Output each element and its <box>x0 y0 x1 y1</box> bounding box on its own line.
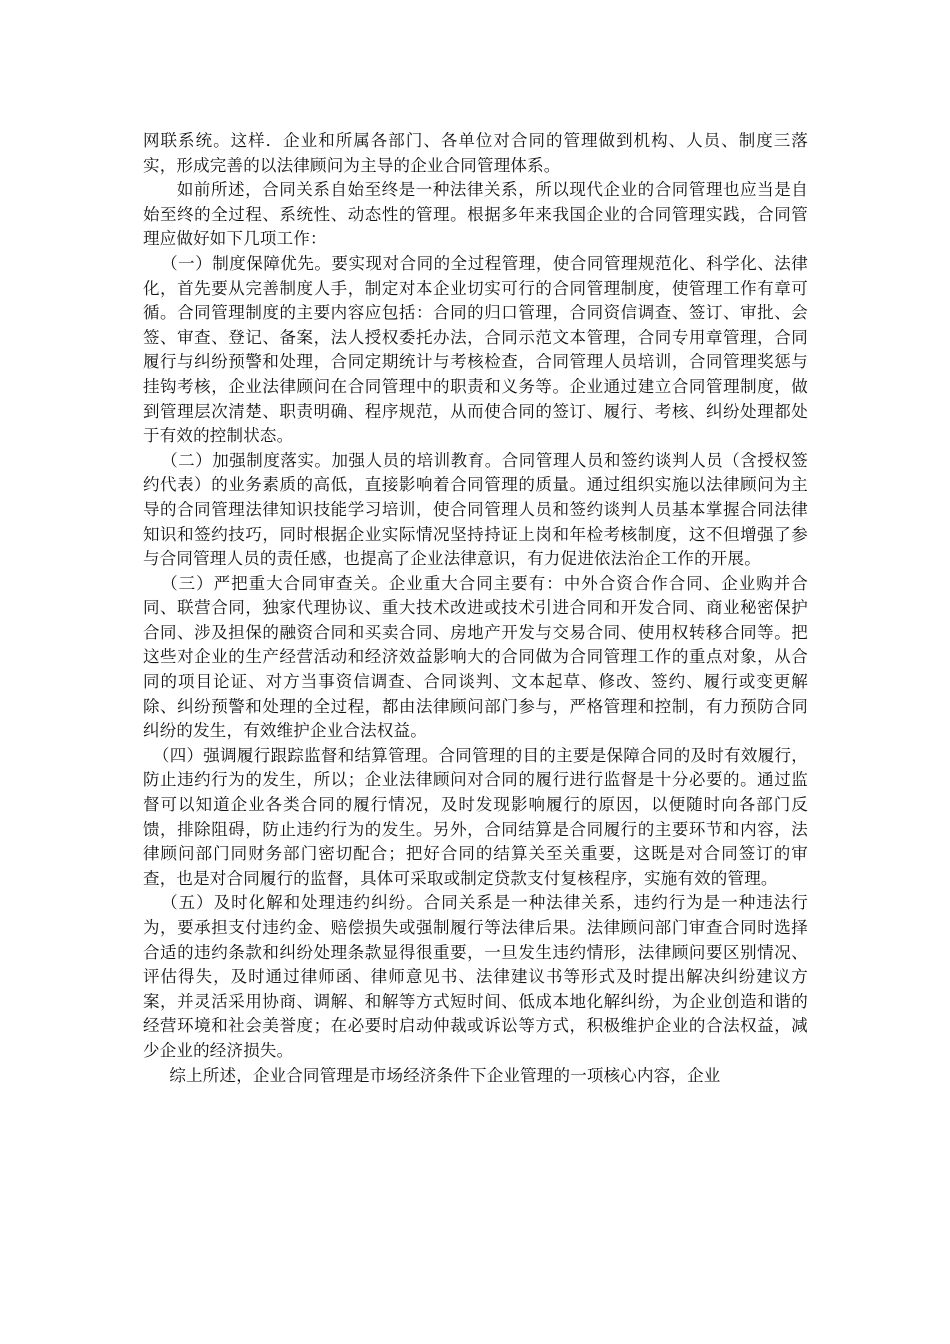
paragraph-item-2: （二）加强制度落实。加强人员的培训教育。合同管理人员和签约谈判人员（含授权签约代表）的业务素质的高低，直接影响着合同管理的质量。通过组织实施以法律顾问为主导的合同管理法律知识技能学习培训，使合同管理人员和签约谈判人员基本掌握合同法律知识和签约技巧，同时根据企业实际情况坚持持证上岗和年检考核制度，这不但增强了参与合同管理人员的责任感，也提高了企业法律意识，有力促进依法治企工作的开展。 <box>143 450 808 569</box>
paragraph-item-1: （一）制度保障优先。要实现对合同的全过程管理，使合同管理规范化、科学化、法律化，首先要从完善制度人手，制定对本企业切实可行的合同管理制度，使管理工作有章可循。合同管理制度的主要内容应包括：合同的归口管理，合同资信调查、签订、审批、会签、审查、登记、备案，法人授权委托办法，合同示范文本管理，合同专用章管理，合同履行与纠纷预警和处理，合同定期统计与考核检查，合同管理人员培训，合同管理奖惩与挂钩考核，企业法律顾问在合同管理中的职责和义务等。企业通过建立合同管理制度，做到管理层次清楚、职责明确、程序规范，从而使合同的签订、履行、考核、纠纷处理都处于有效的控制状态。 <box>143 253 808 446</box>
paragraph-continuation: 网联系统。这样．企业和所属各部门、各单位对合同的管理做到机构、人员、制度三落实，形成完善的以法律顾问为主导的企业合同管理体系。 <box>143 131 808 175</box>
paragraph-item-5: （五）及时化解和处理违约纠纷。合同关系是一种法律关系，违约行为是一种违法行为，要承担支付违约金、赔偿损失或强制履行等法律后果。法律顾问部门审查合同时选择合适的违约条款和纠纷处理条款显得很重要，一旦发生违约情形，法律顾问要区别情况、评估得失，及时通过律师函、律师意见书、法律建议书等形式及时提出解决纠纷建议方案，并灵活采用协商、调解、和解等方式短时间、低成本地化解纠纷，为企业创造和谐的经营环境和社会美誉度；在必要时启动仲裁或诉讼等方式，积极维护企业的合法权益，减少企业的经济损失。 <box>143 893 808 1060</box>
document-body <box>143 129 808 1088</box>
paragraph-item-3: （三）严把重大合同审查关。企业重大合同主要有：中外合资合作合同、企业购并合同、联营合同，独家代理协议、重大技术改进或技术引进合同和开发合同、商业秘密保护合同、涉及担保的融资合同和买卖合同、房地产开发与交易合同、使用权转移合同等。把这些对企业的生产经营活动和经济效益影响大的合同做为合同管理工作的重点对象，从合同的项目论证、对方当事资信调查、合同谈判、文本起草、修改、签约、履行或变更解除、纠纷预警和处理的全过程，都由法律顾问部门参与，严格管理和控制，有力预防合同纠纷的发生，有效维护企业合法权益。 <box>143 573 808 741</box>
paragraph-item-4: （四）强调履行跟踪监督和结算管理。合同管理的目的主要是保障合同的及时有效履行，防止违约行为的发生，所以；企业法律顾问对合同的履行进行监督是十分必要的。通过监督可以知道企业各类合同的履行情况，及时发现影响履行的原因，以便随时向各部门反馈，排除阻碍，防止违约行为的发生。另外，合同结算是合同履行的主要环节和内容，法律顾问部门同财务部门密切配合；把好合同的结算关至关重要，这既是对合同签订的审查，也是对合同履行的监督，具体可采取或制定贷款支付复核程序，实施有效的管理。 <box>143 745 808 888</box>
paragraph-intro: 如前所述，合同关系自始至终是一种法律关系，所以现代企业的合同管理也应当是自始至终的全过程、系统性、动态性的管理。根据多年来我国企业的合同管理实践，合同管理应做好如下几项工作： <box>143 180 808 249</box>
paragraph-summary: 综上所述，企业合同管理是市场经济条件下企业管理的一项核心内容，企业 <box>169 1065 721 1085</box>
